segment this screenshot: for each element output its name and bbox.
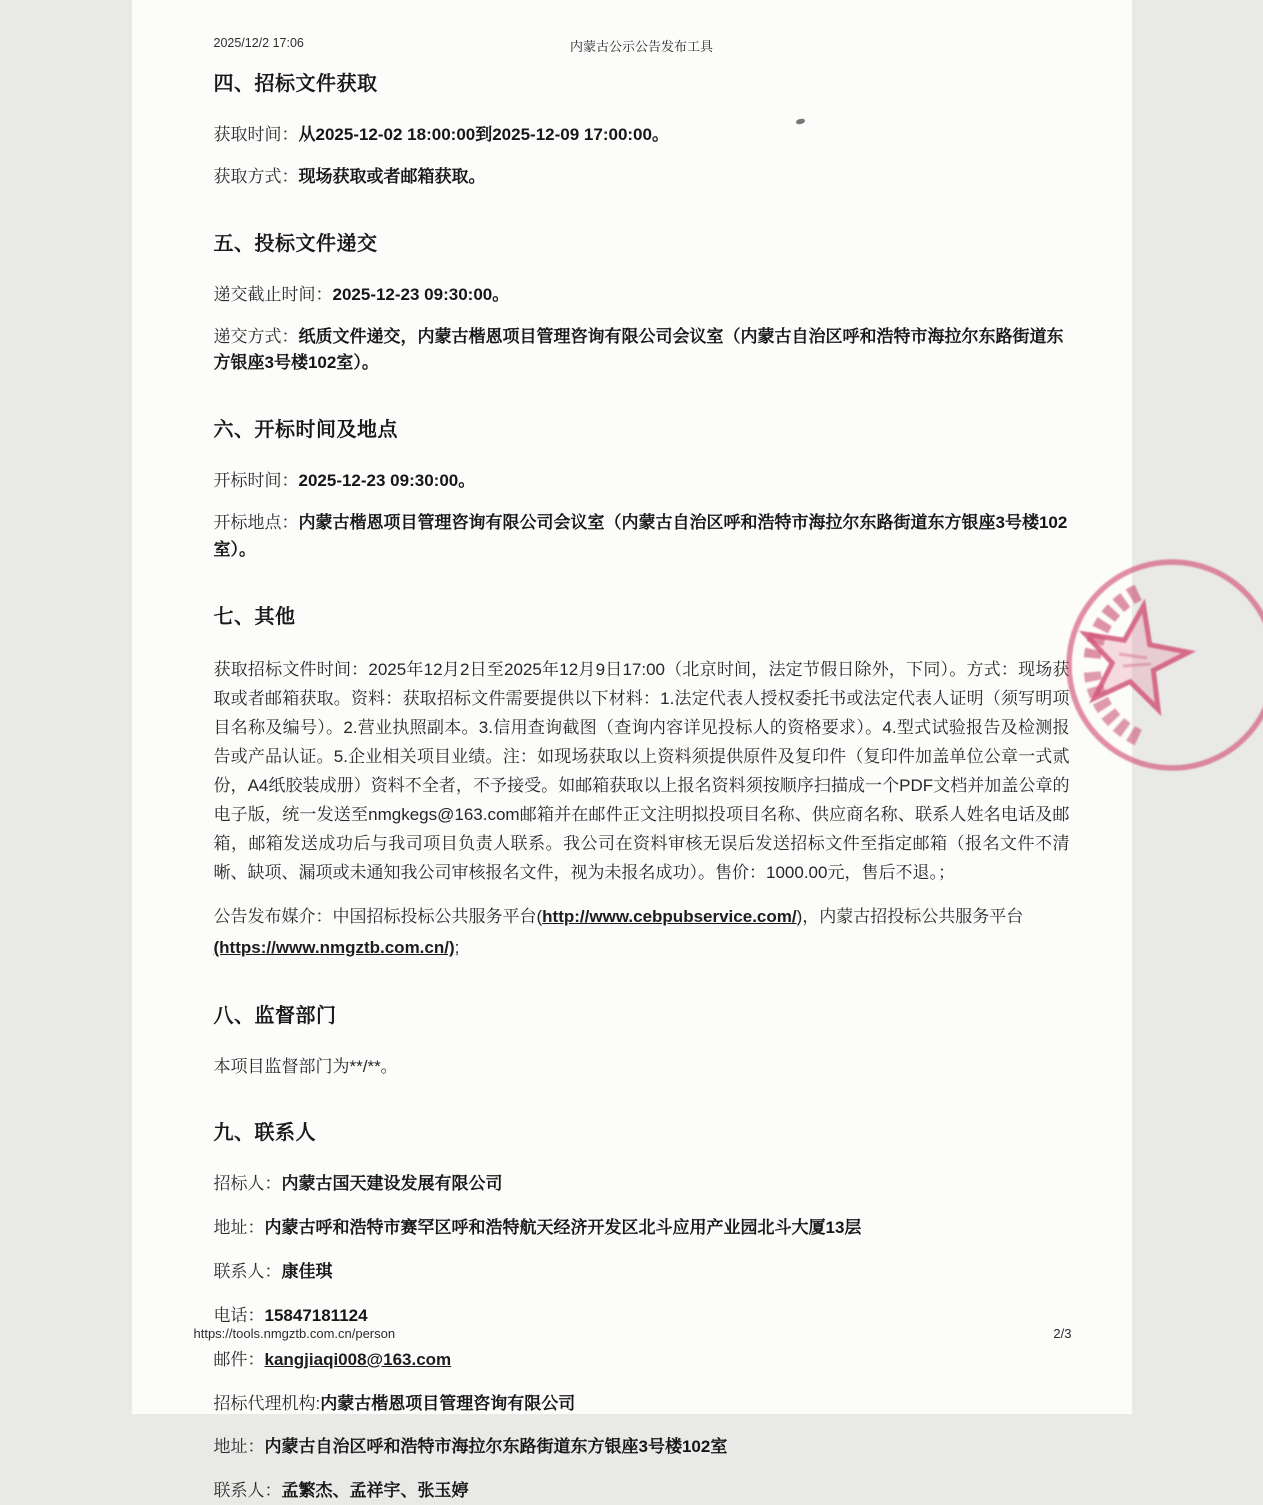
field-label: 公告发布媒介：	[214, 907, 333, 926]
section-heading-8: 八、监督部门	[214, 999, 1070, 1028]
field-value: 2025-12-23 09:30:00。	[299, 471, 476, 490]
section-heading-9: 九、联系人	[214, 1116, 1070, 1145]
section-heading-6: 六、开标时间及地点	[214, 413, 1070, 442]
print-header-title: 内蒙古公示公告发布工具	[570, 36, 713, 55]
field-value: 孟繁杰、孟祥宇、张玉婷	[282, 1481, 469, 1500]
field-label: 递交截止时间：	[214, 285, 333, 304]
field-label: 电话：	[214, 1306, 265, 1325]
field-value: 内蒙古楷恩项目管理咨询有限公司会议室（内蒙古自治区呼和浩特市海拉尔东路街道东方银座3号楼102室）。	[214, 513, 1068, 559]
section-heading-5: 五、投标文件递交	[214, 227, 1070, 256]
tenderer-email-link[interactable]: kangjiaqi008@163.com	[265, 1350, 452, 1369]
nmgztb-link[interactable]: (https://www.nmgztb.com.cn/)	[214, 938, 455, 957]
print-header	[214, 36, 1070, 54]
field-value: 内蒙古国天建设发展有限公司	[282, 1174, 503, 1193]
field-value: 内蒙古楷恩项目管理咨询有限公司	[320, 1394, 575, 1413]
field-label: 开标时间：	[214, 471, 299, 490]
field-label: 开标地点：	[214, 513, 299, 532]
field-row-obtain-time	[214, 122, 1070, 149]
field-value: 15847181124	[265, 1306, 368, 1325]
field-row-submit-deadline	[214, 282, 1070, 309]
field-label: 递交方式：	[214, 327, 299, 346]
media-text: ;	[455, 938, 460, 957]
field-value: 现场获取或者邮箱获取。	[299, 167, 486, 186]
section-heading-7: 七、其他	[214, 600, 1070, 629]
field-row-obtain-method	[214, 164, 1070, 191]
field-value: 内蒙古呼和浩特市赛罕区呼和浩特航天经济开发区北斗应用产业园北斗大厦13层	[265, 1218, 862, 1237]
field-value: 2025-12-23 09:30:00。	[333, 285, 510, 304]
document-page	[132, 0, 1132, 1414]
field-row-agency	[214, 1391, 1070, 1418]
media-text: )，内蒙古招投标公共服务平台	[797, 907, 1024, 926]
media-text: 中国招标投标公共服务平台(	[333, 907, 543, 926]
field-row-submit-method	[214, 324, 1070, 378]
field-label: 获取方式：	[214, 167, 299, 186]
footer-page-number: 2/3	[1053, 1326, 1071, 1341]
field-row-tenderer-email	[214, 1347, 1070, 1374]
field-row-open-place	[214, 510, 1070, 564]
print-footer	[194, 1326, 1072, 1341]
field-label: 地址：	[214, 1437, 265, 1456]
supervision-dept-text: 本项目监督部门为**/**。	[214, 1054, 1070, 1080]
field-row-agency-contact	[214, 1478, 1070, 1505]
field-label: 招标代理机构:	[214, 1394, 321, 1413]
field-row-tenderer-contact	[214, 1259, 1070, 1286]
field-value: 康佳琪	[282, 1262, 333, 1281]
footer-url: https://tools.nmgztb.com.cn/person	[194, 1326, 396, 1341]
announcement-media-line	[214, 901, 1070, 963]
section-heading-4: 四、招标文件获取	[214, 67, 1070, 96]
print-timestamp: 2025/12/2 17:06	[214, 36, 304, 50]
field-label: 获取时间：	[214, 125, 299, 144]
field-row-open-time	[214, 468, 1070, 495]
field-label: 招标人：	[214, 1174, 282, 1193]
field-label: 联系人：	[214, 1481, 282, 1500]
field-row-tenderer-address	[214, 1215, 1070, 1242]
document-body	[132, 0, 1132, 1505]
field-value: 内蒙古自治区呼和浩特市海拉尔东路街道东方银座3号楼102室	[265, 1437, 728, 1456]
other-info-paragraph: 获取招标文件时间：2025年12月2日至2025年12月9日17:00（北京时间，法定节假日除外，下同）。方式：现场获取或者邮箱获取。资料：获取招标文件需要提供以下材料：1.法定代表人授权委托书或法定代表人证明（须写明项目名称及编号）。2.营业执照副本。3.信用查询截图（查询内容详见投标人的资格要求）。4.型式试验报告及检测报告或产品认证。5.企业相关项目业绩。注：如现场获取以上资料须提供原件及复印件（复印件加盖单位公章一式贰份，A4纸胶装成册）资料不全者，不予接受。如邮箱获取以上报名资料须按顺序扫描成一个PDF文档并加盖公章的电子版，统一发送至nmgkegs@163.com邮箱并在邮件正文注明拟投项目名称、供应商名称、联系人姓名电话及邮箱，邮箱发送成功后与我司项目负责人联系。我公司在资料审核无误后发送招标文件至指定邮箱（报名文件不清晰、缺项、漏项或未通知我公司审核报名文件，视为未报名成功）。售价：1000.00元，售后不退。；	[214, 655, 1070, 887]
cebpubservice-link[interactable]: http://www.cebpubservice.com/	[542, 907, 796, 926]
field-row-agency-address	[214, 1434, 1070, 1461]
field-label: 联系人：	[214, 1262, 282, 1281]
field-label: 邮件：	[214, 1350, 265, 1369]
field-row-tenderer	[214, 1171, 1070, 1198]
field-value: 纸质文件递交，内蒙古楷恩项目管理咨询有限公司会议室（内蒙古自治区呼和浩特市海拉尔东路街道东方银座3号楼102室）。	[214, 327, 1064, 373]
field-value: 从2025-12-02 18:00:00到2025-12-09 17:00:00。	[299, 125, 669, 144]
field-label: 地址：	[214, 1218, 265, 1237]
